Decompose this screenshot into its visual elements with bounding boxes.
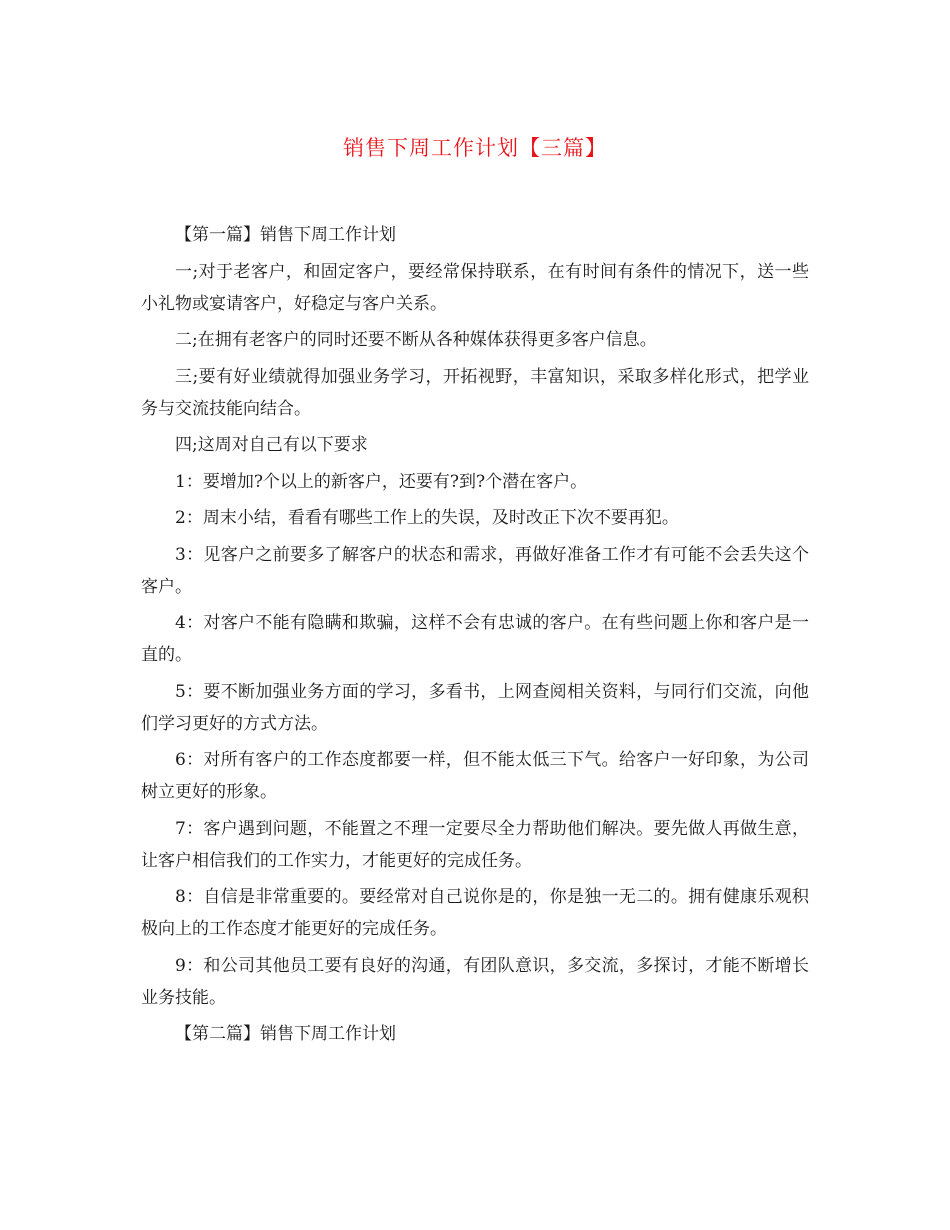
paragraph-item-three: 三;要有好业绩就得加强业务学习，开拓视野，丰富知识，采取多样化形式，把学业务与交流技能向结合。 [141, 366, 809, 419]
paragraph-item-one: 一;对于老客户，和固定客户，要经常保持联系，在有时间有条件的情况下，送一些小礼物或宴请客户，好稳定与客户关系。 [141, 261, 809, 314]
section-heading-second: 【第二篇】销售下周工作计划 [175, 1024, 396, 1044]
paragraph-item-two: 二;在拥有老客户的同时还要不断从各种媒体获得更多客户信息。 [175, 330, 657, 350]
paragraph-item-four: 四;这周对自己有以下要求 [175, 435, 368, 455]
section-heading-first: 【第一篇】销售下周工作计划 [175, 225, 396, 245]
requirement-item-4: 4：对客户不能有隐瞒和欺骗，这样不会有忠诚的客户。在有些问题上你和客户是一直的。 [141, 613, 809, 665]
document-title: 销售下周工作计划【三篇】 [343, 136, 607, 160]
requirement-item-9: 9：和公司其他员工要有良好的沟通，有团队意识，多交流，多探讨，才能不断增长业务技能。 [141, 955, 809, 1008]
requirement-item-5: 5：要不断加强业务方面的学习，多看书，上网查阅相关资料，与同行们交流，向他们学习更好的方式方法。 [141, 681, 809, 734]
requirement-item-2: 2：周末小结，看看有哪些工作上的失误，及时改正下次不要再犯。 [175, 508, 679, 528]
requirement-item-1: 1：要增加?个以上的新客户，还要有?到?个潜在客户。 [175, 471, 588, 492]
requirement-item-6: 6：对所有客户的工作态度都要一样，但不能太低三下气。给客户一好印象，为公司树立更好的形象。 [141, 750, 809, 802]
requirement-item-3: 3：见客户之前要多了解客户的状态和需求，再做好准备工作才有可能不会丢失这个客户。 [141, 544, 809, 597]
document-body [141, 219, 809, 1055]
requirement-item-8: 8：自信是非常重要的。要经常对自己说你是的，你是独一无二的。拥有健康乐观积极向上的工作态度才能更好的完成任务。 [141, 887, 809, 939]
requirement-item-7: 7：客户遇到问题，不能置之不理一定要尽全力帮助他们解决。要先做人再做生意，让客户相信我们的工作实力，才能更好的完成任务。 [141, 818, 809, 871]
